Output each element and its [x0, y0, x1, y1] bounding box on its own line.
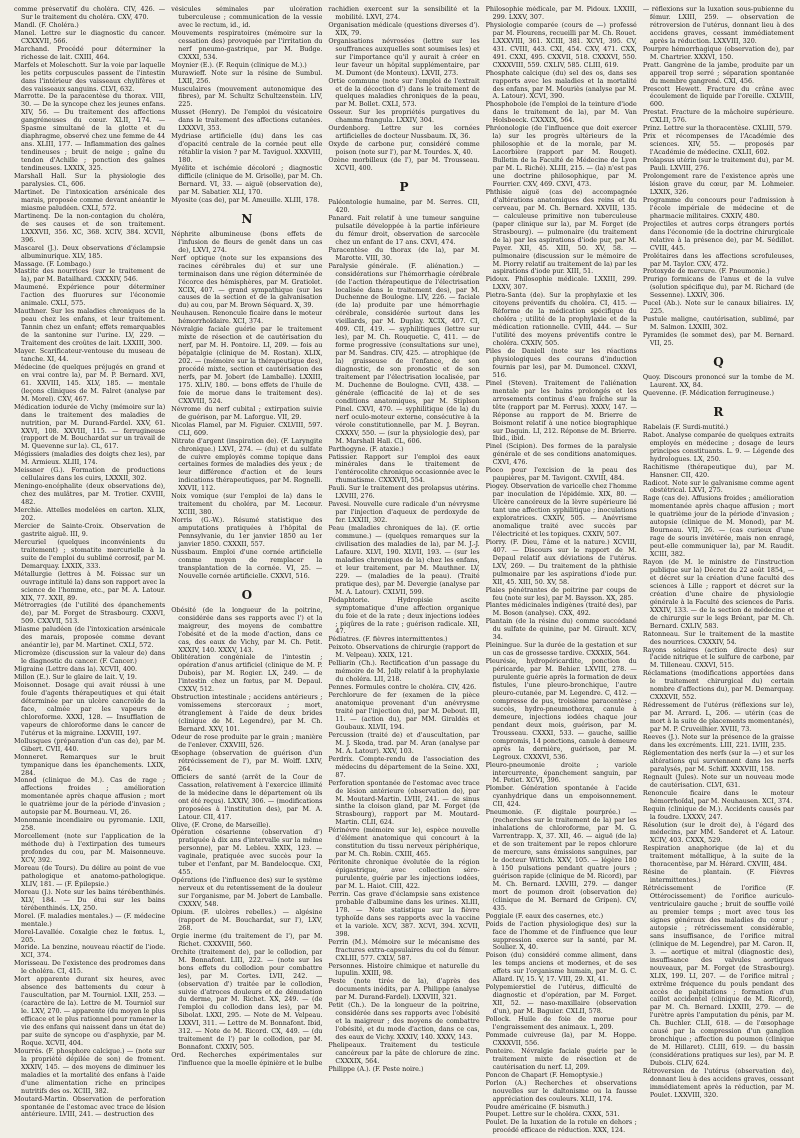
index-entry: Pennes. Formules contre le choléra. CIV, 426. — [328, 683, 477, 692]
index-entry: Oxyde de carbone pur, considéré comme poison (note sur l'), par M. Tourdes. X, 40. — [328, 140, 480, 157]
index-entry: Polypemierstiel de l'utérus, difficulté de diagnostic et d'opération, par M. Forget. XII, 52. — naso-maxillaire (observation d'un), par M. Baguier. CXLII, 578. — [485, 983, 637, 1016]
index-entry: Paracentèse du thorax (de la), par M. Marotte. VIII, 30. — [328, 245, 480, 262]
index-entry: Réclamations (modifications apportées dans le traitement chirurgical du) certain nombre d'affections du), par M. Demarquay. CXXXVII, 552. — [642, 669, 795, 702]
index-entry: Orgie inerme (du traitement de l'), par M. Richet. CXXXVIII, 560. — [171, 931, 323, 948]
index-entry: Pneumonie. (F. digitale pourprée.) — (recherches sur le traitement de la) par les inhalations de chloroforme, par M. G. Varrentrapp. X, 37. XII, 46. — aiguë (de la) et de son traitement par le repos chlorure de mercure, sans émissions sanguines, par le docteur Wittich. XXV, 105. — légère 180 à 150 pulsations pendant quatre jours ; guérison rapide (clinique de M. Ricord), par M. Ch. Bernard. LXVIII, 279. — danger mort de poumon droit (observation de) (clinique de M. Bernard de Gripen). CV, 435. — [485, 808, 637, 912]
index-entry: Parthogyne. (F. ataxie.) — [328, 444, 404, 453]
index-entry: Merchie. Attelles modelées en carton. XLIX, 202. — [14, 506, 166, 522]
index-entry: Rayon (de M. le ministre de l'instruction publique sur la) Décret du 22 août 1854, — et décret sur la création d'une faculté des sciences à Lille ; rapport et décret sur la création d'une chaire de physiologie générale à la Faculté des sciences de Paris. XXXIV, 133. — de la section de médecine et de chirurgie sur le legs Bréant, par M. Ch. Bernard. CXLIV, 583. — [642, 558, 795, 630]
index-entry: Œsophage (observation de guérison d'un rétrécissement de l'), par M. Wolff. LXIV, 264. — [171, 748, 323, 773]
index-entry: Marfels et Moleschott. Sur la voie par laquelle les petits corpuscules passent de l'intestin dans l'intérieur des vaisseaux chylifères et des vaisseaux sanguins. CLVI, 632. — [14, 60, 166, 93]
index-entry: Rabelais (F. Surdi-mutité.) — [642, 422, 729, 431]
index-entry: Péritonite chronique évolutée de la région épigastrique, avec collection séro-purulente, guérie par les injections iodées, par M. L. Haiot. CIII, 422. — [328, 858, 480, 890]
index-entry: Orchite (traitement de), par le collodion, par M. Bonnafont. LIII, 222. — (note sur les bons effets du collodion pour combattre les), par M. Cortes. LVII, 242. — (observation d') traitée par le collodion, suivie d'atroces douleurs et de dénudation du derme, par M. Richet. XX, 249. — (de l'emploi du collodion dans les), par M. Sibolat. LXXI, 295. — Note de M. Velpeau. LXXVI, 311. — Lettre de M. Bonnafont. Ibid, 312. — Note de M. Ricord. CX, 449. — (du traitement de l') par le collodion, par M. Bonnafont. CXXIV, 505. — [171, 947, 323, 1052]
index-entry: Résine de plantain. (F. Fièvres intermittentes.) — [642, 868, 795, 885]
index-entry: Monod (clinique de M.). Cas de rage ; affections froides ; amélioration momentanée après chaque affusion ; mort le quatrième jour de la période d'invasion ; autopsie par M. Bourneau. VI, 26. — [14, 776, 166, 817]
index-entry: rachidien exercent sur la sensibilité et la mobilité. LXVI, 274. — [328, 6, 480, 21]
index-entry: Médication iodurée de Vichy (mémoire sur la) dans le traitement des maladies de nutrition, par M. Durand-Fardel. XXV, 61. XXVI, 108. XXVIII, 115. — ferrugineuse (rapport de M. Bouchardat sur un travail de M. Quevenne sur la). CL, 617. — [14, 402, 166, 451]
index-entry: Moynier (E.). (F. Requin (clinique de M.).) — [171, 60, 307, 69]
index-entry: Pyramides (le sommet des), par M. Bernard. VII, 25. — [642, 331, 795, 348]
index-entry: Piorry. (F. Dieu, l'âme et la nature.) XCVIII, 407. — Discours sur le rapport de M. Depaul relatif aux déviations de l'utérus. LXV, 269. — Du traitement de la phthisie pulmonaire par les aspirations d'iode pur. XII, 45. XIII, 50. XV, 58. — [485, 537, 637, 586]
index-entry: Nerf optique (note sur les expansions des racines cérébrales du) et sur une terminaison dans une région déterminée de l'écorce des hémisphères, par M. Gratiolet. XCIX, 407. — grand sympathique (sur les causes de la section et de la galvanisation du) au cou, par M. Brown Séquard. X, 39. — [171, 253, 323, 310]
index-entry: Pauli. Sur le traitement des prolapsus utérins. LXVIII, 276. — [328, 484, 480, 501]
index-entry: Nitrate d'argent (inspiration de). (F. Laryngite chronique.) LXVI, 274. — (du) et du sulfate de cuivre employés comme topique dans certaines formes de maladies des yeux ; de leur différence d'action et de leurs indications thérapeutiques, par M. Rognelli. XXVII, 112. — [171, 436, 323, 493]
index-entry: Ortie commune (note sur l'emploi de l'extrait et de la décoction d') dans le traitement de quelques maladies chroniques de la peau, par M. Bollet. CXLI, 573. — [328, 76, 480, 109]
index-entry: Musset (Henry). De l'emploi du vésicatoire dans le traitement des affections cutanées. LXXXVI, 353. — [171, 108, 323, 133]
index-entry: Pidoux. Philosophie médicale. LXXIII, 299. LXXV, 307. — [485, 275, 637, 292]
index-column-5 — [643, 6, 794, 1134]
index-entry: Rétroversion de l'utérus (observation de), donnant lieu à des accidens graves, cessant immédiatement après la réduction, par M. Poulet. LXXVIII, 320. — [642, 1067, 795, 1099]
index-entry: Nicolas Flamel, par M. Figuier. CXLVIII, 597. CLI, 609. — [171, 420, 323, 437]
index-entry: Poncon de Chapart (F. Hemoptysie.) — [485, 1070, 603, 1079]
index-entry: Pommade cuivreuse (la), par M. Hoppe. CXXXVII, 556. — [485, 1030, 637, 1047]
index-entry: Ponteire. Névralgie faciale guérie par le traitement mixte de résection et de cautérisation du nerf. LI, 209. — [485, 1046, 637, 1071]
index-entry: Paléontologie humaine, par M. Serres. CII, 420. — [328, 198, 480, 214]
index-entry: Rachitisme (thérapeutique du), par M. Hansner. CII, 420. — [642, 462, 795, 479]
index-entry: Pollock. Huile de foie de morue pour l'engraissement des animaux. L, 209. — [485, 1015, 637, 1031]
index-entry: Morisseau. De l'existence des prodromes dans le choléra. CI, 415. — [14, 959, 166, 976]
index-entry: Résolution (sur le droit de), à l'égard des médecins, par MM. Sanderet et A. Latour. XCIV, 403. CXXX, 529. — [642, 820, 795, 845]
index-entry: Murawieff. Note sur la résine de Sumbul. LXII, 256. — [171, 68, 323, 85]
index-entry: Millon (E.). Sur le glaire de lait. V, 19. — [14, 673, 137, 682]
index-entry: Regnault (Jules). Note sur un nouveau mode de cautérisation. CLVI, 631. — [642, 772, 795, 789]
index-entry: Ourdenborg. Lettre sur les cornées artificielles de docteur Nussbaum. IX, 36. — [328, 124, 480, 141]
index-entry: Phthisie aiguë (cas de) accompagnée d'altérations anatomiques des reins et du cerveau, par M. Ch. Bernard. XXVIII, 135. — calculeuse primitive non tuberculeuse (paper clinique sur la), par M. Forget (de Strasbourg). — pulmonaire (du traitement de la) par les aspirations d'iode pur, par M. Payer. XII, 45. XIII, 50. XV, 58. — pulmonaire (discussion sur le mémoire de M. Piorry relatif au traitement de la) par les aspirations d'iode pur. XIII, 51. — [485, 187, 637, 276]
index-entry: Néphrite albumineuse (bons effets de l'infusion de fleurs de genêt dans un cas de), LXVI, 274. — [171, 229, 323, 254]
index-entry: Mollusques (préparation d'un cas de), par M. Gibert. CVII, 440. — [14, 736, 166, 753]
index-entry: Mauthner. Sur les maladies chroniques de la peau chez les enfans, et leur traitement. Tannin chez un enfant; effets remarquables de la santonine sur l'urine. LV, 229. — Traitement des croûtes de lait. LXXIII, 300. — [14, 307, 166, 348]
index-entry: Musculaires (mouvement autonomique des fibres), par M. Schultz Schultzenstein. LIV, 225. — [171, 84, 323, 109]
index-entry: Poulet. De la luxation de la rotule en dehors ; procédé efficace de réduction. XXX, 124. — [485, 1118, 637, 1134]
index-entry: Monomanie incendiaire ou pyromanie. LXII, 258. — [14, 816, 166, 833]
section-letter-heading: Q — [713, 354, 724, 369]
index-entry: Prescott Hewett. Fracture du crâne avec écoulement de liquide par l'oreille. CXLVIII, 600. — [642, 84, 795, 109]
index-entry: Pédiatres. (F. fièvres intermittentes.) — [328, 635, 448, 644]
index-entry: Ratonneau. Sur le traitement de la mastite des nourrices. CXXXIV, 54. — [642, 629, 795, 646]
index-entry: Pustule maligne, cautérisation, sublimé, par M. Salmon. LXXIII, 302. — [642, 315, 795, 332]
index-entry: Perdrix. Compte-rendu de l'association des médecins du département de la Seine. XXI, 87. — [328, 754, 480, 779]
index-entry: Myosite (cas de), par M. Ameuille. XLIII, 178. — [171, 195, 320, 204]
section-letter-heading: O — [241, 587, 253, 602]
index-entry: Plomber. Génération spontanée à l'acide cyanhydrique dans un empoisonnement. CII, 424. — [485, 784, 637, 809]
index-entry: Obésité (de la longueur de la poitrine, considérée dans ses rapports avec l') et la maigreur, des moyens de combattre l'obésité et de la mode d'action, dans ce cas, des eaux de Vichy, par M. Ch. Petit. XXXIV, 140. XXXV, 143. — [171, 605, 323, 654]
index-column-2 — [171, 6, 322, 1134]
index-entry: Pleurésie, hydropéricardite, ponction du péricarde, par M. Behier. LXVIII, 278. — purulente guérie après la formation de deux fistules, l'une pleuro-bronchique, l'autre pleuro-cutanée, par M. Legendre. C, 412. — compresse de pus, troisième paracentèse ; succès, hydro-pneumothorax, canule à demeure, injections iodées chaque jour pendant deux mois, guérison, par M. Trousseau. CXXXI, 533. — gauche, saillie compromis, 14 ponctions, canule à demeure après la dernière, guérison, par M. Legroux. CXXXVI, 536. — [485, 657, 637, 761]
index-entry: Plaies pénétrantes de poitrine par coups de feu (note sur les), par M. Baysson. XX, 285. — [485, 585, 637, 602]
index-entry: Prolongement rare de l'existence après une lésion grave du cœur, par M. Lohmeier. LXXIX, 326. — [642, 172, 795, 196]
index-entry: Marchand. Procédé pour déterminer la richesse de lait. CXIII, 464. — [14, 44, 166, 61]
index-entry: Radicot. Note sur le galvanisme comme agent obstétrical. LXVI, 275. — [642, 478, 795, 495]
index-entry: Panard. Fait relatif à une tumeur sanguine pulsatile développée à la partie inférieure du fémur droit, observation de sarcocèle chez un enfant de 17 ans. CXVI, 474. — [328, 213, 480, 246]
index-entry: Physiologie comparée (cours de —) professé par M. Flourens, recueilli par M. Ch. Rouet. LXXXVIII, 361. XCIII, 381. XCVI, 395. CV, 431. CVIII, 443. CXI, 454. CXV, 471. CXX, 491. CXXI, 495. CXXVII, 518. CXXXVI, 550. CXXXVIII, 559. CXLIV, 585. CLIII, 619. — [485, 20, 637, 69]
index-entry: Plantain (de la résine du) comme succédané du sulfate de quinine, par M. Girault. XCV, 34. — [485, 617, 637, 642]
index-entry: Prolapsus utérin (sur le traitement du), par M. Pauli. LXVIII, 276. — [642, 156, 795, 173]
index-entry: Prinz. Lettre sur la thoracentèse. CXLIII, 579. — [642, 124, 793, 133]
index-entry: Rayons solaires (action directe des) sur l'acide nitrique et le sulfure de carbone, par M. Tilleneau. CXXVI, 515. — [642, 645, 795, 670]
index-entry: Prurigo formicans de l'anus et de la vulve (solution spécifique du), par M. Richard (de Sessenne). LXXIV, 306. — [642, 275, 795, 300]
index-entry: Pioco pour l'excision de la peau des paupières, par M. Tavigont. CXVIII, 484. — [485, 466, 637, 483]
index-entry: Poids de l'action physiologique des) sur la face de l'homme et de l'influence que leur suppression exerce sur la santé, par M. Soulier. X, 40. — [485, 919, 637, 952]
index-entry: Pleuro-pneumonie droite ; variole intercurrente, épanchement sanguin, par M. Petiet. XCVI, 396. — [485, 760, 637, 785]
index-entry: Mydriase artificielle (du) dans les cas d'opacité centrale de la cornée peut elle rétablir la vision ? par M. Taviguol. XXXVIII, 180. — [171, 132, 323, 165]
index-entry: Martinet. De l'intoxication arsénicale des marais, proposée comme devant anéantir le miasme paludéen. CXLI, 572. — [14, 187, 166, 212]
index-entry: Mouvements respiratoires (mémoire sur la cessation des) provoquée par l'irritation du nerf pneumo-gastrique, par M. Budge. CXXXI, 534. — [171, 28, 323, 61]
index-entry: Moride. La benzine, nouveau réactif de l'iode. XCI, 374. — [14, 943, 166, 960]
index-entry: Mandl. (F. Choléra.) — [14, 20, 79, 29]
index-entry: Phosphate calcique (du) sel des os, dans ses rapports avec les maladies et la mortalité des enfans, par M. Mouriès (analyse par M. A. Latour). XCVI, 390. — [485, 68, 637, 101]
index-entry: Métrorragies (de l'utilité des épanchements de), par M. Forget de Strasbourg. CXXVI, 509. CXXVII, 513. — [14, 601, 166, 626]
index-column-1 — [14, 6, 165, 1134]
index-entry: Massage. (F. Lombago.) — [14, 259, 92, 268]
index-entry: Peixoto. Observations de chirurgie (rapport de M. Velpeau). XXIX, 121. — [328, 643, 480, 660]
index-entry: Mégissiers (maladies des doigts chez les), par M. Armieux. XLIII, 174. — [14, 450, 166, 467]
index-entry: Rabot. Analyse comparée de quelques extraits employés en médecine ; dosage de leurs principes constituants. L. 9. — Légende des hydrologues. LX, 250. — [642, 430, 795, 463]
index-entry: Perforation spontanée de l'estomac avec trace de lésion antérieure (observation de), par M. Moutard-Martin. LVIII, 241. — de sinus sinthe la cloison gland, par M. Forget (de Strasbourg), rapport par M. Moutard-Martin. CLII, 624. — [328, 778, 480, 827]
index-entry: Morcellement (note sur l'application de la méthode du) à l'extirpation des tumeurs profondes du cou, par M. Maisonneuve. XCV, 392. — [14, 832, 166, 864]
index-entry: Oblitération congéniale de l'intestin ; opération d'anus artificiel (clinique de M. P. Dubois), par M. Rogier. LX, 249. — de l'intestin chez un fœtus, par M. Depaul. CXXV, 512. — [171, 653, 323, 694]
index-entry: Philippe (A.). (F. Peste noire.) — [328, 1064, 424, 1073]
index-entry: Métallurgie (lettres à M. Foissac sur un ouvrage intitulé la) dans son rapport avec la science de l'homme, etc., par M. A. Latour. XIX, 77. XXII, 89. — [14, 569, 166, 602]
index-entry: Poison (du) considéré comme aliment, dans les temps anciens et modernes, et de ses effets sur l'organisme humain, par M. G. C. Allard. IV, 15. V, 17. VIII, 29. XI, 41. — [485, 951, 637, 984]
index-entry: Moutard-Martin. Observation de perforation spontanée de l'estomac avec trace de lésion antérieure. LVIII, 241. — destruction des — [14, 1094, 166, 1119]
index-entry: Micromèze (discussion sur la valeur de) dans le diagnostic du cancer. (F. Cancer.) — [14, 649, 166, 666]
index-entry: Moreau (J.). Note sur les bains térébenthinés. XLV, 184. — Du étui sur les bains térébenthinés. LX, 250. — [14, 887, 166, 912]
index-entry: Quoy. Discours prononcé sur la tombe de M. Laurent. XX, 84. — [642, 372, 795, 389]
section-letter-heading: N — [241, 211, 253, 226]
index-entry: Pinel (Scipion). Des formes de la paralysie générale et de ses conditions anatomiques. CXVI, 476. — [485, 442, 637, 467]
index-entry: Prix et récompenses de l'Académie des sciences. XIV, 55. — proposés par l'Académie de médecine. CXLII, 602. — [642, 132, 795, 157]
index-entry: Quevenne. (F. Médication ferrugineuse.) — [642, 388, 774, 397]
index-entry: Migraine (Lettre dans la). XCVII, 400. — [14, 665, 138, 674]
index-entry: Réglementation des nerfs (sur la —) et sur les altérations qui surviennent dans les nerfs paralysés, par M. Schiff. XXXVIII, 158. — [642, 748, 795, 773]
index-entry: Pucel (Ab.). Note sur le canaux biliaires. LV, 225. — [642, 299, 795, 316]
index-entry: Percussion (traité de) et d'auscultation, par M. J. Skoda, trad. par M. Aran (analyse par M. A. Latour). XXV, 103. — [328, 730, 480, 755]
index-entry: Perrin. Cas grave d'éclampsie sans existence probable d'albumine dans les urines. XLIII, 178. — Note statistique sur la fièvre typhoïde dans ses rapports avec la vaccine et la variole. XCV, 387. XCVI, 394. XCVII, 398. — [328, 889, 480, 938]
index-entry: Osseur. Sur les propriétés purgatives du chamma frangula. LXXIV, 304. — [328, 108, 480, 125]
index-entry: Obstruction intestinale ; accidens antérieurs ; vomissemens stercoraux ; mort, étranglement à l'aide de deux brides (clinique de M. Legendre), par M. Ch. Bernard. XXV, 101. — [171, 693, 323, 734]
index-entry: Meissner (G.). Formation de productions cellulaires dans les cuirs, LXXXII, 302. — [14, 466, 166, 483]
index-entry: Renoncule ficaire dans le moteur hémorrhoïdal, par M. Neuhausen. XCI, 374. — [642, 788, 795, 805]
index-entry: Moisonnet. Dosage qui avait réussi à une foule d'agents thérapeutiques et qui était déterminée par un ulcère cancroïde de la face, calmée par les vapeurs de chloroforme. XXXI, 128. — Insufflation de vapeurs de chloroforme dans le cancer de l'utérus et la migraine. LXXVIII, 197. — [14, 681, 166, 737]
index-entry: Myélite et ischémie décoloré ; diagnostic difficile (clinique de M. Grisolle), par M. Ch. Bernard. VI, 33. — aiguë (observation de), par M. Sabatier. XLI, 170. — [171, 164, 323, 196]
index-entry: Meningo-encéphalite (deux observations de), chez des mulâtres, par M. Trotier. CXVIII, 482. — [14, 482, 166, 507]
index-entry: Piogey. Observation de varicelle chez l'homme par inoculation de l'épidémie. XIX, 80. — Ulcère cancéreux de la lèvre supérieure lié tant une affection syphilitique ; inoculations exploratrices. CXXIV, 505. — Anévrisme anomalique traité avec succès par l'électricité et les topiques. CXXIV, 507. — [485, 482, 637, 538]
index-entry: Patissier. Rapport sur l'emploi des eaux minérales dans le traitement de l'entérocolite chronique occasionnée avec le rhumatisme. CXXXVII, 554. — [328, 452, 480, 485]
index-entry: Nussbaum. Emploi d'une cornée artificielle comme moyen de remplacer la transplantation de la cornée. VI, 25. — Nouvelle cornée artificielle. CXXVI, 516. — [171, 547, 323, 580]
section-letter-heading: R — [713, 404, 724, 419]
index-entry: Programme du concours pour l'admission à l'école impériale de médecine et de pharmacie militaires. CXXIV, 480. — [642, 195, 795, 220]
index-entry: Piles de Daniell (note sur les réactions physiologiques des courans d'induction fournis par les), par M. Dumoncel. CXXVI, 516. — [485, 346, 637, 379]
index-entry: Neuhausen. Renoncule ficaire dans le moteur hémorrhoïdaire. XCI, 374. — [171, 309, 323, 326]
index-entry: Norris (G.-W.). Résumé statistique des amputations pratiquées à l'hôpital de Pennsylvanie, du 1er janvier 1850 au 1er janvier 1850. CXXXII, 557. — [171, 516, 323, 548]
index-entry: Opium. (F. ulcères rebelles.) — algésine (rapport de M. Bouchardat, sur l'), LXV, 268. — [171, 907, 323, 932]
index-entry: Olive, (F. Crone, de Marseille). — [171, 820, 271, 829]
index-entry: Moreau (de Tours). Du délire au point de vue pathologique et anatomo-pathologique. XLIV, 181. — (F. Épilepsie.) — [14, 863, 166, 888]
index-entry: Perrin (M.). Mémoire sur le mécanisme des fractures extra-capsulaires du col du fémur. CXLIII, 577. CXLV, 587. — [328, 937, 480, 962]
index-entry: Requin (clinique de M.). Accidents causés par la foudre. LXXXV, 247. — [642, 804, 795, 821]
index-entry: Maumené. Expérience pour déterminer l'action des fluorures sur l'économie animale. CXLI, 575. — [14, 283, 166, 308]
index-entry: Rétrécissement de l'orifice (F. Ottérocissement) de l'orifice auriculo-ventriculaire gauche ; bruit de souffle voilé au premier temps ; mort avec tous les signes généraux des maladies du cœur ; autopsie ; rétrécissement considérable, sans insuffisance, de l'orifice mitral (clinique de M. Legendre), par M. Caron. II, 3. — aortique et mitral (diagnostic des), insuffisance des valvules aortiques nouveaux, par M. Forget (de Strasbourg). XLIX, 199. LI, 207. — de l'orifice mitral ; extrême fréquence du pouls pendant des accès de palpitations ; formation d'un caillot accidentel (clinique de M. Ricord), par M. Ch. Bernard. LXXIII, 279. — de l'urètre après l'amputation du pénis, par M. Ch. Buchler. CLII, 618. — de l'œsophage causé par la compression d'un ganglion bronchique ; affection du poumon (clinique de M. Hillaret). CLIII, 619. — du bassin (considérations pratiques sur les), par M. P. Dubois. CLIV, 624. — [642, 884, 795, 1068]
index-entry: Pelliarin (Ch.). Rectification d'un passage du mémoire de M. Jolly relatif à la prophylaxie du choléra. LII, 218. — [328, 659, 480, 684]
index-entry: Protoxyde de mercure. (F. Pneumonie.) — [642, 267, 770, 276]
index-entry: Poupet. Lettre sur le choléra. CXXX, 531. — [485, 1110, 620, 1119]
index-entry: Mercier de Sainte-Croix. Observation de gastrite aiguë. III, 9. — [14, 521, 166, 538]
index-entry: Rage (cas de). Affusions froides ; amélioration momentanée après chaque affusion ; mort le quatrième jour de la période d'invasion ; autopsie (clinique de M. Monod), par M. Bourneau. VII, 26. — (cas curieux d'une rage de souris invétérée, mais non enragé, peut-elle communiquer la), par M. Raudit. XCIII, 382. — [642, 494, 795, 559]
index-entry: Perchlorure de fer (examen de la pièce anatomique provenant d'un anévrysme traité par l'injection du), par M. Debout. III, 11. — (action du), par MM. Giraldès et Goubaux. XLVII, 194. — [328, 691, 480, 731]
index-entry: Ozène morbilleux (de l'), par M. Trousseau. XCVII, 400. — [328, 156, 480, 173]
index-entry: Névralgie faciale guérie par le traitement mixte de résection et de cautérisation du nerf, par M. H. Pontoire. LI, 209. — fois au bépatalgie (clinique de M. Rostan). XLIX, 202. — (mémoire sur la thérapeutique des), procédé mixte, section et cautérisation des nerfs, par M. Jobert (de Lamballe). LXXIII, 175. XLIV, 180. — bons effets de l'huile de foie de morue dans le traitement des). CXXVIII, 524. — [171, 325, 323, 405]
index-entry: Organisations névrosées (lettre sur les souffrances auxquelles sont soumises les) et sur l'importance qu'il y aurait à créer en leur faveur un hôpital supplémentaire, par M. Dumont (de Monteux). LXVII, 273. — [328, 36, 480, 77]
index-entry: Prolétaires dans les affections scrofuleuses, par M. Taylor. CXV, 472. — [642, 251, 795, 268]
index-entry: Paralysie générale. (F. aliénation.) — considérations sur l'hémorrhagie cérébrale (de l'action thérapeutique de l'électrisation localisée dans le traitement des), par M. Duchenne de Boulogne. LIV, 226. — faciale (de la) produite par une hémorrhagie cérébrale, considérée surtout dans les vieillards, par M. Duplay. XCIX, 407. CI, 409. CII, 419. — syphilitiques (lettre sur les), par M. Ch. Rouquetie. C, 411. — de forme progressive (consultations sur une), par M. Sandras. CIV, 425. — atrophique (de la) graisseuse de l'enfance, de son diagnostic, de son pronostic et de son traitement par l'électrisation localisée, par M. Duchenne de Boulogne. CVII, 438. — générale (efficacité de la) et de ses conditions anatomiques, par M. Stiplson Pinel. CXVI, 470. — syphilitique (de la) du nerf oculo-moteur externe, consécutive à la vérole constitutionnelle, par M. J. Beyran. CXXXV, 550. — (sur la physiologie des), par M. Marshall Hall. CL, 606. — [328, 261, 480, 445]
index-entry: Névrome du nerf cubital ; extirpation suivie de guérison, par M. Laforgue. VII, 29. — [171, 404, 323, 421]
index-entry: Respiration anaphorique (de la) et du traitement métallique, à la suite de la thoracentèse, par M. Hérard. CXVIII, 484. — [642, 844, 795, 869]
index-entry: Personnes. Histoire chimique et naturelle du lupulin. XXIII, 98. — [328, 961, 480, 978]
index-entry: Mercuriel (quelques inconvénients du traitement) ; stomatite mercurielle à la suite de l'emploi du sublimé corrosif, par M. Demarquay. LXXIX, 333. — [14, 537, 166, 570]
index-entry: Pleiningue. Sur la durée de la gestation et sur un cas de grossesse tardive. CXXXIX, 564. — [485, 641, 637, 658]
index-entry: Porlon (A.) Recherches et observations nouvelles sur le daltonisme ou la fausse appréciation des couleurs. XLII, 174. — [485, 1078, 637, 1103]
index-entry: Opération césarienne (observation d') pratiquée à dix ans d'intervalle sur la même personne), par M. Lebleu. XXIX, 123. — vaginale, pratiquée avec succès pour la tuber et l'enfant, par M. Bandelocque. CXI, 455. — [171, 828, 323, 877]
index-entry: Odeur de rose produite par le grain ; manière de l'enlever. CXXVIII, 526. — [171, 733, 323, 749]
index-entry: Opérations (de l'influence des) sur le système nerveux et du retentissement de la douleur sur l'organisme, par M. Jobert de Lamballe. CXXXV, 548. — [171, 876, 323, 909]
index-entry: Prestat. Fracture de la mâchoire supérieure. CXLII, 576. — [642, 108, 795, 125]
index-entry: Mort apparente durant six heures, avec absence des battements du cœur à l'auscultation, par M. Tourniol. LXII, 253. — (caractère de la). Lettre de M. Tourniol sur le. LXV, 270. — apparente (du moyen le plus efficace et le plus rationnel pour ramener la vie des enfans qui naissent dans un état de) par suite de syncope ou d'asphyxie, par M. Roque. XCVII, 404. — [14, 975, 166, 1047]
index-entry: Périnévre (mémoire sur le), espèce nouvelle d'élément anatomique qui concourt à la constitution du tissu nerveux périphérique, par M. Ch. Robin. CXIII, 465. — [328, 826, 480, 859]
index-entry: Mourrés. (F. phosphore calcique.) — (note sur la propriété dépilée de son) de froment. XXXIV, 145. — des moyens de diminuer les maladies et la mortalité des enfans à l'aide d'une alimentation riche en principes nutritifs des os. XCIII, 382. — [14, 1046, 166, 1095]
index-entry: Phelipeaux. Traitement du testicule cancéreux par la pâte de chlorure de zinc. CXXXIX, 564. — [328, 1041, 480, 1065]
index-column-3 — [328, 6, 479, 1134]
index-entry: Mayer. Scarificateur-ventouse du museau de tanche. XI, 44. — [14, 346, 166, 363]
index-entry: Martinenq. De la non-contagion du choléra, de ses causes et de son traitement. LXXXVII, 356. XC, 368. XCIV, 384. XCVII, 396. — [14, 211, 166, 244]
index-entry: Mascarel (J.). Deux observations d'éclampsie albuminurique. XLV, 185. — [14, 243, 166, 260]
index-entry: Organisation médicale (questions diverses d'). XIX, 79. — [328, 20, 480, 37]
index-entry: Marrotte. De la paracentèse du thorax. VIII, 30. — De la syncope chez les jeunes enfans. XIV, 56. — Du traitement des affections gangréneuses du cœur. XLII, 174. — Spasme simultané de la glotte et du diaphragme, observé chez une femme de 44 ans. XLIII, 177. — Inflammation des gaînes tendineuses ; bruit de neige ; gaîne du tendon d'Achille ; ponction des gaînes tendineuses. LXXIX, 325. — [14, 92, 166, 173]
index-entry: Petit (Ch.). De la longueur de la poitrine, considérée dans ses rapports avec l'obésité et la maigreur ; des moyens de combattre l'obésité, et du mode d'action, dans ce cas, des eaux de Vichy. XXXIV, 140. XXXV, 143. — [328, 1001, 480, 1042]
index-entry: Pourpre hémorrhagique (observation de), par M. Chartrier. XXXVI, 150. — [642, 44, 795, 61]
index-entry: Plantes médicinales indigènes (traité des), par M. Boson (analyse). CXX, 492. — [485, 601, 637, 618]
index-entry: Peste (note tirée de la), d'après des documents inédits, par A. Philippe (analyse par M. Durand-Fardel). LXXVIII, 321. — [328, 977, 480, 1002]
index-entry: Pédaphtorie. Hydropisie ascite symptomatique d'une affection organique du foie et de la rate ; deux injections iodées ; piqûres de la rate ; guérison radicale. XII, 47. — [328, 595, 480, 636]
index-entry: Morel. (F. maladies mentales.) — (F. médecine mentale.) — [14, 911, 166, 928]
index-entry: Officiers de santé (arrêt de la Cour de Cassation, relativement à l'exercice illimité de la médecine dans le département où ils ont été reçus). LXXIV, 306. — (modifications proposées à l'institution des), par M. A. Latour. CII, 417. — [171, 772, 323, 821]
index-entry: Poudre américaine (F. bismuth.) — [485, 1102, 590, 1111]
index-entry: Médecine (de quelques préjugés en grand et en vrai contre la), par M. P. Bernard. XVI, 61. XXVIII, 145. XLV, 185. — mentale (leçons cliniques de M. Falret (analyse par M. Morel). CXV, 467. — [14, 362, 166, 403]
index-entry: Philosophie médicale, par M. Pidoux. LXXIII, 299. LXXV, 307. — [485, 6, 637, 21]
index-entry: Peau (maladies chroniques de la). (F. ortie commune.) — (quelques remarques sur la civilisation des maladies de la), par M. J.-J. Lafaure. XLVI, 190. XLVII, 193. — (sur les maladies chroniques de la) chez les enfans, et leur traitement, par M. Mauthner. LV, 229. — (maladies de la peau). (Traité pratique des), par M. Devergie (analyse par M. A. Latour). CXLVII, 599. — [328, 524, 480, 596]
index-entry: Noix vomique (sur l'emploi de la) dans le traitement du choléra, par M. Lecœur. XCIII, 380. — [171, 492, 323, 517]
index-entry: vésicules séminales par ulcération tuberculeuse ; communication de la vessie avec le rectum, id., id. — [171, 6, 323, 29]
index-entry: Pietra-Santa (de). Sur la prophylaxie et les citoyens préventifs du choléra. CI, 415. — Réforme de la médication spécifique du choléra ; utilité de la prophylaxie et de la médication rationnelle. CVIII, 444. — Sur l'utilité des moyens préventifs contre le choléra. CXXIV, 505. — [485, 291, 637, 348]
index-entry: Phosphobole (de l'emploi de la teinture d'iode dans le traitement de la), par M. Van Holsbeeck. CXXXIX, 564. — [485, 100, 637, 125]
index-entry: Miasme paludéen (de l'intoxication arsénicale des marais, proposée comme devant anéantir le), par M. Martinet. CXLI, 572. — [14, 625, 166, 650]
index-entry: Manel. Lettre sur le diagnostic du cancer. CXXXVII, 566. — [14, 28, 166, 45]
index-entry: Reeves (J.). Note sur la présence de la graisse dans les excréments. LIII, 221. LVIII, 235. — [642, 733, 795, 749]
index-entry: Pavesi. Nouvelle cure radicale d'un névrysme par l'injection d'aqueux de perdoxyde de fer. LXXIII, 302. — [328, 500, 480, 525]
index-entry: Ord. Recherches expérimentales sur l'influence que la moelle épinière et le bulbe — [171, 1051, 323, 1068]
index-entry: Phréonologie (de l'influence que doit exercer la) sur les progrès ultérieurs de la philosophie et de la morale, par M. Lacorbière (rapport par M. Rouget). Bulletin de la Faculté de Médecine de Lyon par M. L. Riché). XLIII, 215. — (la) n'est pas une doctrine philosophique, par M. Fourrier. CXV, 469. CXVI, 473. — [485, 124, 637, 188]
index-entry: Monneret. Remarques sur le bruit tympanique dans les épanchements. LXIX, 284. — [14, 752, 166, 777]
index-entry: Mastite des nourrices (sur le traitement de la), par M. Batailhard. CXXXIV, 546. — [14, 267, 166, 284]
index-entry: Projectiles et autres corps étrangers portés dans l'économie (de la doctrine chirurgicale relative à la présence de), par M. Sédillot. CVIII, 445. — [642, 219, 795, 252]
section-letter-heading: P — [399, 180, 409, 195]
index-column-4 — [486, 6, 637, 1134]
index-entry: Marshall Hall. Sur la physiologie des paralysies. CL, 606. — [14, 172, 166, 188]
index-entry: Pinel (Steven). Traitement de l'aliénation mentale par les bains prolongés et les arrosements continus d'eau fraîche sur la tête (rapport par M. Ferrus). XXXV, 147. — Réponse au rapport de M. Brierre de Boismont relatif à une notice biographique sur Daquin. LI, 212. Réponse de M. Brierre. Ibid., ibid. — [485, 378, 637, 443]
index-entry: Rédressement de l'utérus (réflexions sur le), par M. Arrard. L, 206. — utérin (cas de mort à la suite de placements momentanés), par M. P. Cruveilhier. XVIII, 73. — [642, 701, 795, 734]
index-entry: Poggiale (F. eaux des casernes, etc.) — [485, 911, 604, 920]
index-entry: Pratt. Gangrène de la jambe, produite par un appareil trop serré ; séparation spontanée du membre gangrené. CXI, 456. — [642, 60, 795, 85]
index-entry: Morel-Lavallée. Coxalgie chez le fœtus. L, 205. — [14, 927, 166, 944]
index-entry: — réflexions sur la luxation sous-pubienne du fémur. LXIII, 259. — observation de rétroversion de l'utérus, donnant lieu à des accidens graves, cessant immédiatement après la réduction. LXXVIII, 320. — [642, 6, 795, 45]
index-entry: comme préservatif du choléra. CIV, 426. — Sur le traitement du choléra. CXV, 470. — [14, 6, 166, 21]
